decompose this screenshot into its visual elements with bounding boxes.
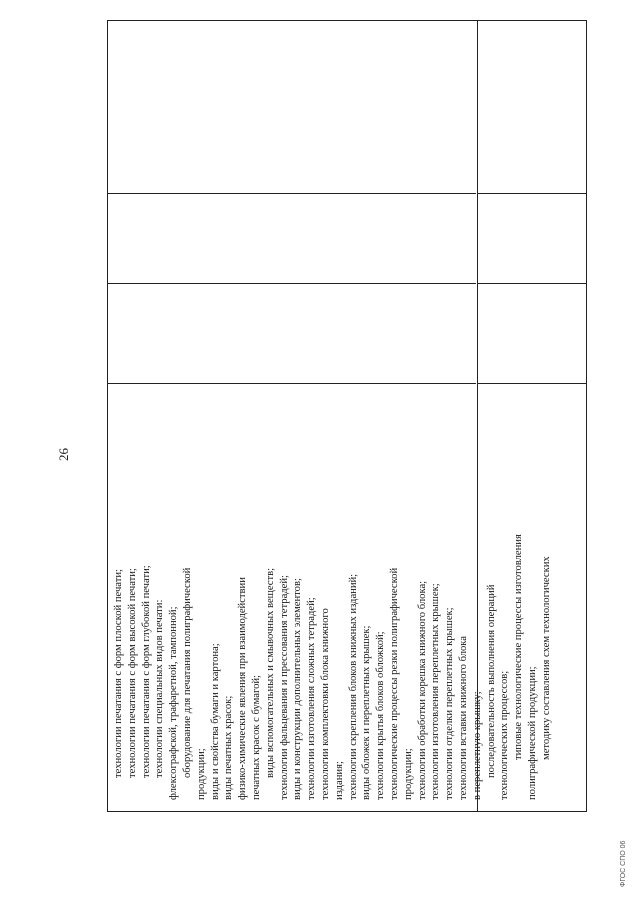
list-item: виды вспомогательных и смывочных веществ; <box>264 567 276 778</box>
list-item: технологии обработки корешка книжного блока; <box>416 580 428 800</box>
list-item: полиграфической продукции; <box>526 666 538 800</box>
list-item: оборудование для печатания полиграфической <box>181 567 193 778</box>
list-item: технологии комплектовки блока книжного <box>319 608 331 800</box>
list-item: виды печатных красок; <box>223 695 235 800</box>
list-item: технологии крытья блоков обложкой; <box>375 631 387 800</box>
list-item: технологии фальцевания и прессования тетрадей; <box>278 575 290 800</box>
list-item: технологии изготовления переплетных крышек; <box>430 583 442 800</box>
list-item: методику составления схем технологических <box>540 556 552 760</box>
table-col-divider <box>477 283 586 284</box>
footer-label: ФГОС СПО 06 <box>620 840 627 887</box>
table-col-divider <box>108 193 476 194</box>
list-item: печатных красок с бумагой; <box>250 675 262 800</box>
list-item: виды и конструкции дополнительных элементов; <box>292 578 304 800</box>
table-col-divider <box>477 383 586 384</box>
list-item: технологии скрепления блоков книжных изданий; <box>347 573 359 800</box>
list-item: продукции; <box>195 748 207 800</box>
list-item: технологии вставки книжного блока <box>457 636 469 800</box>
list-item: виды обложек и переплетных крышек; <box>361 625 373 800</box>
list-item: издания; <box>333 761 345 800</box>
list-item: технологии печатания с форм высокой печати; <box>126 568 138 778</box>
list-item: флексографской, трафаретной, тампонной; <box>168 606 180 800</box>
standards-table <box>107 20 587 812</box>
list-item: в переплетную крышку; <box>471 691 483 800</box>
page-number: 26 <box>56 448 71 461</box>
list-item: виды и свойства бумаги и картона; <box>209 643 221 800</box>
table-col-divider <box>108 283 476 284</box>
list-item: физико-химические явления при взаимодействии <box>237 577 249 800</box>
list-item: типовые технологические процессы изготовления <box>513 534 525 760</box>
list-item: технологии изготовления сложных тетрадей; <box>306 597 318 800</box>
list-item: технологии отделки переплетных крышек; <box>444 607 456 800</box>
list-item: последовательность выполнения операций <box>485 584 497 778</box>
list-item: продукции; <box>402 748 414 800</box>
knowledge-list-cell <box>109 384 552 810</box>
table-col-divider <box>477 193 586 194</box>
list-item: технологические процессы резки полиграфической <box>388 567 400 800</box>
list-item: технологических процессов; <box>499 670 511 800</box>
list-item: технологии специальных видов печати: <box>154 599 166 778</box>
list-item: технологии печатания с форм глубокой печати; <box>140 565 152 778</box>
list-item: технологии печатания с форм плоской печати; <box>113 569 124 778</box>
